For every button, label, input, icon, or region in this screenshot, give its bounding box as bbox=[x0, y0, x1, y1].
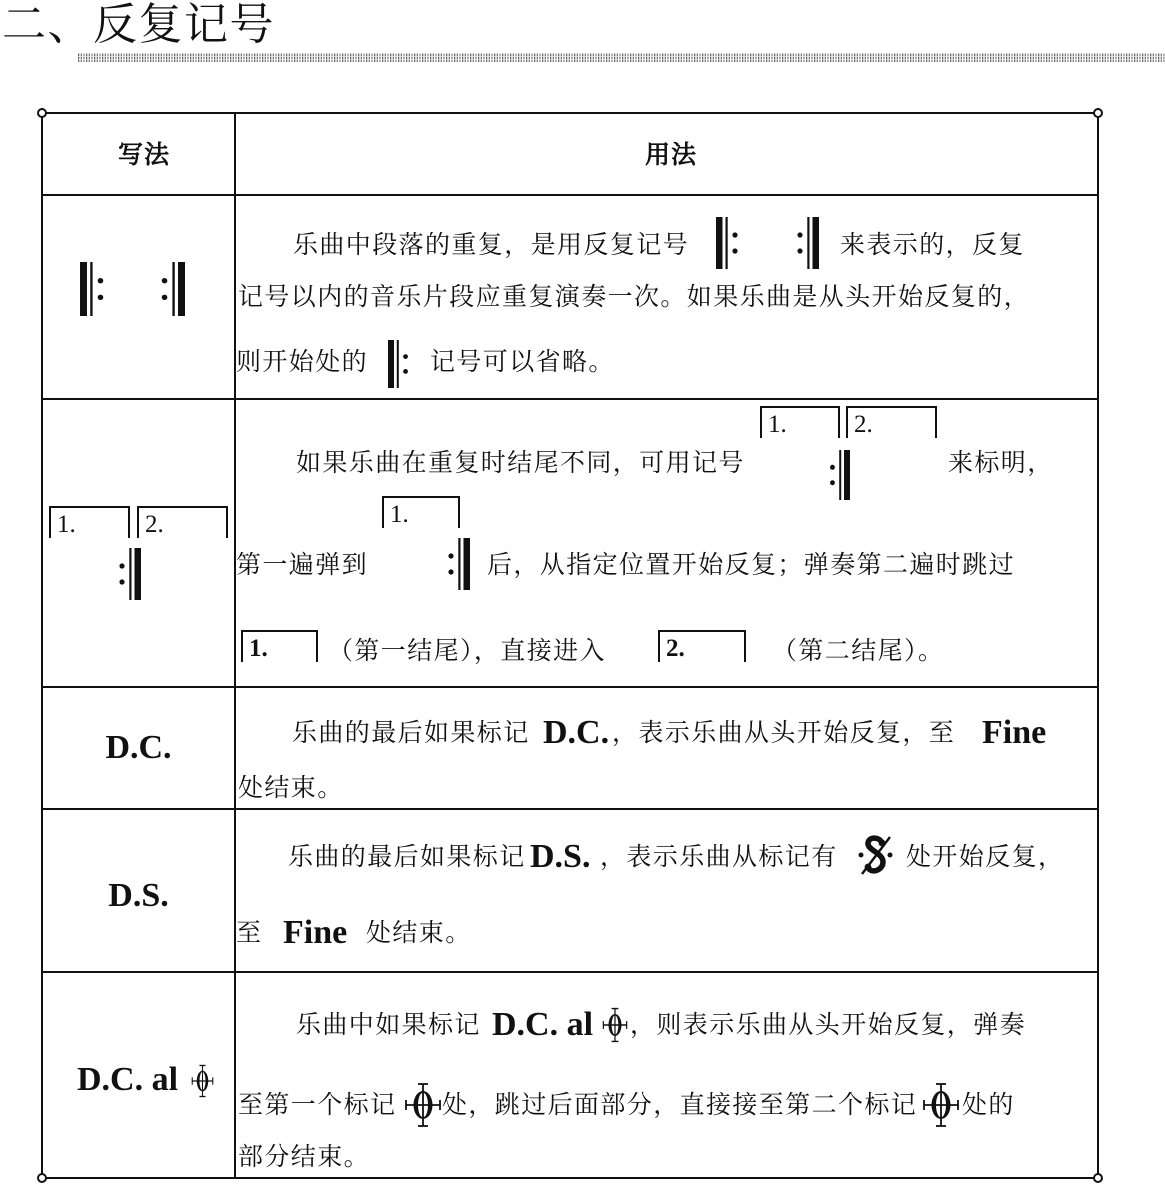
second-ending-bracket bbox=[658, 630, 746, 662]
end-repeat-sign-icon bbox=[157, 262, 185, 316]
header-notation-label: 写法 bbox=[118, 140, 171, 169]
usage-text: 部分结束。 bbox=[238, 1142, 371, 1171]
dc-term: D.C. bbox=[543, 714, 610, 751]
usage-text: ，表示乐曲从头开始反复，至 bbox=[612, 718, 956, 747]
cell-usage-repeat-signs bbox=[234, 194, 1099, 400]
usage-text: 处结束。 bbox=[238, 773, 344, 802]
usage-text: 至第一个标记 bbox=[238, 1090, 397, 1119]
volta-label: 1. bbox=[390, 501, 409, 528]
dc-al-label: D.C. al bbox=[77, 1061, 179, 1098]
fine-term: Fine bbox=[283, 914, 348, 951]
table-resize-handle-top-left[interactable] bbox=[37, 108, 47, 118]
table-resize-handle-bottom-right[interactable] bbox=[1093, 1173, 1103, 1183]
cell-notation-dc bbox=[41, 686, 236, 810]
section-title: 二、反复记号 bbox=[2, 0, 275, 50]
end-repeat-sign-icon bbox=[115, 548, 141, 600]
volta-label: 1. bbox=[57, 511, 76, 538]
usage-text: 处的 bbox=[962, 1090, 1015, 1119]
volta-label: 2. bbox=[145, 511, 164, 538]
usage-text: ，则表示乐曲从头开始反复，弹奏 bbox=[630, 1010, 1027, 1039]
cell-notation-endings bbox=[41, 398, 236, 688]
coda-icon bbox=[922, 1082, 960, 1128]
header-usage-label: 用法 bbox=[645, 140, 698, 169]
title-underline bbox=[78, 53, 1165, 62]
ds-label: D.S. bbox=[108, 877, 169, 914]
dc-label: D.C. bbox=[105, 729, 172, 766]
first-ending-bracket bbox=[760, 406, 840, 438]
cell-notation-ds bbox=[41, 808, 236, 973]
first-ending-bracket bbox=[49, 506, 130, 538]
usage-text: 乐曲的最后如果标记 bbox=[288, 842, 526, 871]
table-resize-handle-bottom-left[interactable] bbox=[37, 1173, 47, 1183]
ds-term: D.S. bbox=[530, 838, 591, 875]
usage-text: 乐曲的最后如果标记 bbox=[292, 718, 530, 747]
cell-usage-endings bbox=[234, 398, 1099, 688]
cell-usage-dc bbox=[234, 686, 1099, 810]
cell-notation-dc-al-coda bbox=[41, 971, 236, 1179]
usage-text: 乐曲中如果标记 bbox=[296, 1010, 481, 1039]
usage-text: （第一结尾），直接进入 bbox=[328, 636, 606, 665]
usage-text: 第一遍弹到 bbox=[236, 550, 369, 579]
second-ending-bracket bbox=[846, 406, 937, 438]
end-repeat-sign-icon bbox=[793, 217, 819, 269]
usage-text: 处，跳过后面部分，直接接至第二个标记 bbox=[442, 1090, 918, 1119]
usage-text: 如果乐曲在重复时结尾不同，可用记号 bbox=[296, 448, 745, 477]
end-repeat-sign-icon bbox=[444, 538, 470, 590]
fine-term: Fine bbox=[982, 714, 1047, 751]
cell-notation-repeat-signs bbox=[41, 194, 236, 400]
usage-text: 后，从指定位置开始反复；弹奏第二遍时跳过 bbox=[487, 550, 1016, 579]
end-repeat-sign-icon bbox=[826, 450, 850, 500]
second-ending-bracket bbox=[137, 506, 228, 538]
usage-text: 记号以内的音乐片段应重复演奏一次。如果乐曲是从头开始反复的， bbox=[238, 282, 1031, 311]
cell-usage-dc-al-coda bbox=[234, 971, 1099, 1179]
volta-label: 1. bbox=[768, 411, 787, 438]
usage-text: 至 bbox=[236, 918, 263, 947]
segno-icon bbox=[857, 833, 894, 877]
volta-label: 2. bbox=[854, 411, 873, 438]
dc-al-term: D.C. al bbox=[492, 1006, 594, 1043]
usage-text: 来标明， bbox=[948, 448, 1054, 477]
header-cell-usage bbox=[234, 112, 1099, 196]
usage-text: 来表示的，反复 bbox=[840, 230, 1025, 259]
usage-text: 处开始反复， bbox=[906, 842, 1065, 871]
first-ending-bracket bbox=[241, 630, 318, 662]
volta-label: 2. bbox=[666, 635, 685, 662]
usage-text: 处结束。 bbox=[366, 918, 472, 947]
start-repeat-sign-icon bbox=[388, 340, 412, 388]
usage-text: 则开始处的 bbox=[236, 347, 369, 376]
cell-usage-ds bbox=[234, 808, 1099, 973]
table-resize-handle-top-right[interactable] bbox=[1093, 108, 1103, 118]
usage-text: 乐曲中段落的重复，是用反复记号 bbox=[293, 230, 690, 259]
coda-icon bbox=[404, 1082, 442, 1128]
first-ending-bracket bbox=[382, 496, 460, 528]
coda-icon bbox=[191, 1064, 214, 1098]
coda-icon bbox=[602, 1007, 628, 1043]
usage-text: ，表示乐曲从标记有 bbox=[600, 842, 838, 871]
start-repeat-sign-icon bbox=[80, 262, 108, 316]
usage-text: 记号可以省略。 bbox=[430, 347, 615, 376]
usage-text: （第二结尾）。 bbox=[772, 636, 945, 665]
header-cell-notation bbox=[41, 112, 236, 196]
volta-label: 1. bbox=[249, 635, 268, 662]
start-repeat-sign-icon bbox=[716, 217, 742, 269]
